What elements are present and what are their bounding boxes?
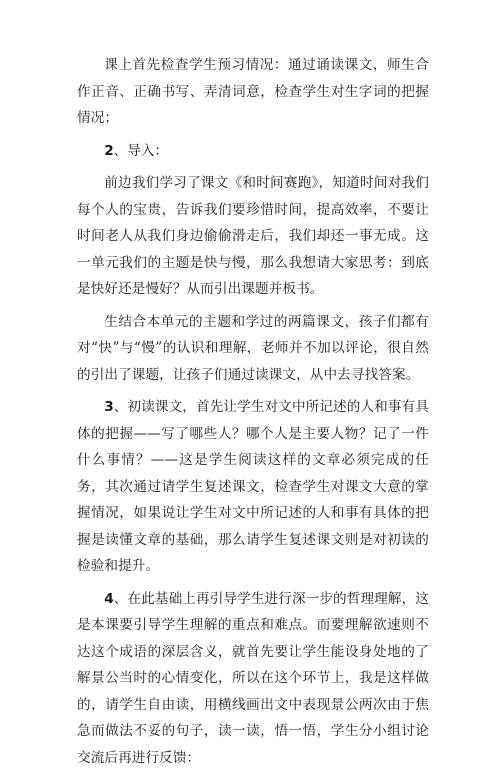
section-heading-text: 、导入： (114, 143, 168, 159)
section-number: 4 (104, 591, 114, 607)
paragraph-preview-check: 课上首先检查学生预习情况：通过诵读课文，师生合作正音、正确书写、弄清词意，检查学生对生字词的把握情况； (77, 52, 429, 132)
paragraph-topic-discussion: 生结合本单元的主题和学过的两篇课文，孩子们都有对“快”与“慢”的认识和理解，老师并不加以评论，很自然的引出了课题，让孩子们通过读课文，从中去寻找答案。 (77, 309, 429, 389)
paragraph-first-reading-text: 、初读课文，首先让学生对文中所记述的人和事有具体的把握——写了哪些人？哪个人是主要人物？记了一件什么事情？——这是学生阅读这样的文章必须完成的任务，其次通过请学生复述课文，检查学生对课文大意的掌握情况，如果说让学生对文中所记述的人和事有具体的把握是读懂文章的基础，那么请学生复述课文则是对初读的检验和提升。 (77, 399, 429, 574)
paragraph-deep-understanding-text: 、在此基础上再引导学生进行深一步的哲理理解，这是本课要引导学生理解的重点和难点。而要理解欲速则不达这个成语的深层含义，就首先要让学生能设身处地的了解景公当时的心情变化，所以在这个环节上，我是这样做的，请学生自由读，用横线画出文中表现景公两次由于焦急而做法不妥的句子，读一读，悟一悟，学生分小组讨论交流后再进行反馈： (77, 591, 429, 766)
section-heading-introduction (77, 138, 429, 165)
section-number: 2 (104, 143, 113, 159)
section-number: 3 (104, 399, 114, 415)
document-page (77, 52, 429, 771)
paragraph-deep-understanding (77, 586, 429, 771)
paragraph-first-reading (77, 394, 429, 580)
paragraph-introduction: 前边我们学习了课文《和时间赛跑》，知道时间对我们每个人的宝贵，告诉我们要珍惜时间，提高效率，不要让时间老人从我们身边偷偷滑走后，我们却还一事无成。这一单元我们的主题是快与慢，那么我想请大家思考：到底是快好还是慢好？从而引出课题并板书。 (77, 170, 429, 303)
